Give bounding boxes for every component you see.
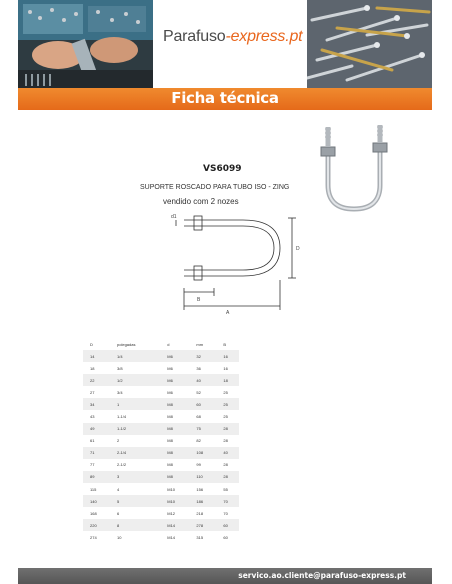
dimensions-table <box>83 338 239 544</box>
table-cell: M6 <box>160 350 189 362</box>
table-cell: 60 <box>189 398 216 410</box>
footer <box>18 568 432 584</box>
label-A: A <box>226 310 230 316</box>
table-row <box>83 362 239 374</box>
table-row <box>83 519 239 531</box>
brand-logo[interactable] <box>163 28 302 46</box>
table-cell: 5 <box>110 495 160 507</box>
header <box>18 0 432 88</box>
table-cell: 218 <box>189 507 216 519</box>
table-cell: 89 <box>83 471 110 483</box>
label-d1: d1 <box>171 214 177 220</box>
table-cell: 1-1/2 <box>110 423 160 435</box>
table-cell: 25 <box>216 410 239 422</box>
product-description: SUPORTE ROSCADO PARA TUBO ISO - ZING <box>140 184 290 191</box>
table-cell: 70 <box>216 495 239 507</box>
table-cell: 8 <box>110 519 160 531</box>
screws-photo <box>307 0 432 88</box>
table-cell: M8 <box>160 398 189 410</box>
table-cell: M8 <box>160 435 189 447</box>
col-header: d <box>160 338 189 350</box>
table-row <box>83 471 239 483</box>
table-row <box>83 435 239 447</box>
table-cell: 18 <box>83 362 110 374</box>
table-cell: 55 <box>216 483 239 495</box>
table-cell: M8 <box>160 471 189 483</box>
u-bolt-drawing <box>168 208 308 318</box>
table-row <box>83 495 239 507</box>
table-cell: M14 <box>160 519 189 531</box>
table-cell: 115 <box>83 483 110 495</box>
table-cell: 1/2 <box>110 374 160 386</box>
table-header-row <box>83 338 239 350</box>
table-row <box>83 374 239 386</box>
table-cell: 220 <box>83 519 110 531</box>
table-cell: 108 <box>189 447 216 459</box>
table-cell: 16 <box>216 350 239 362</box>
logo-accent: -express.pt <box>225 28 303 45</box>
table-cell: M8 <box>160 423 189 435</box>
table-cell: 14 <box>83 350 110 362</box>
table-cell: 60 <box>216 531 239 543</box>
table-row <box>83 386 239 398</box>
table-cell: 52 <box>189 386 216 398</box>
table-cell: 25 <box>216 386 239 398</box>
col-header: polegadas <box>110 338 160 350</box>
table-cell: 61 <box>83 435 110 447</box>
table-cell: 18 <box>216 374 239 386</box>
table-row <box>83 350 239 362</box>
col-header: D <box>83 338 110 350</box>
table-cell: 6 <box>110 507 160 519</box>
table-cell: 1-1/4 <box>110 410 160 422</box>
table-cell: 99 <box>189 459 216 471</box>
table-row <box>83 447 239 459</box>
table-row <box>83 507 239 519</box>
table-cell: 40 <box>216 447 239 459</box>
table-cell: 3 <box>110 471 160 483</box>
table-cell: 49 <box>83 423 110 435</box>
col-header: B <box>216 338 239 350</box>
title-banner <box>18 88 432 110</box>
label-B: B <box>197 297 201 303</box>
label-D: D <box>296 246 300 252</box>
table-cell: 156 <box>189 483 216 495</box>
logo-main: Parafuso <box>163 28 226 45</box>
table-cell: 168 <box>83 507 110 519</box>
table-cell: 28 <box>216 435 239 447</box>
workshop-photo <box>18 0 153 88</box>
table-cell: 77 <box>83 459 110 471</box>
table-cell: 186 <box>189 495 216 507</box>
table-cell: 82 <box>189 435 216 447</box>
table-cell: 10 <box>110 531 160 543</box>
table-cell: 68 <box>189 410 216 422</box>
table-cell: 34 <box>83 398 110 410</box>
table-cell: 25 <box>216 398 239 410</box>
table-cell: 36 <box>189 362 216 374</box>
table-cell: 315 <box>189 531 216 543</box>
table-cell: 3/8 <box>110 362 160 374</box>
table-cell: M6 <box>160 362 189 374</box>
table-cell: 2-1/2 <box>110 459 160 471</box>
table-cell: 4 <box>110 483 160 495</box>
table-cell: 27 <box>83 386 110 398</box>
table-cell: M8 <box>160 447 189 459</box>
table-cell: 140 <box>83 495 110 507</box>
support-email[interactable]: servico.ao.cliente@parafuso-express.pt <box>238 571 406 580</box>
table-row <box>83 531 239 543</box>
table-cell: 22 <box>83 374 110 386</box>
table-cell: 40 <box>189 374 216 386</box>
table-cell: 2-1/4 <box>110 447 160 459</box>
table-row <box>83 410 239 422</box>
table-cell: M6 <box>160 386 189 398</box>
table-cell: 1 <box>110 398 160 410</box>
table-cell: M10 <box>160 495 189 507</box>
table-cell: 1/4 <box>110 350 160 362</box>
table-cell: 60 <box>216 519 239 531</box>
table-cell: 32 <box>189 350 216 362</box>
table-row <box>83 423 239 435</box>
col-header: mm <box>189 338 216 350</box>
banner-title: Ficha técnica <box>171 89 279 107</box>
table-cell: 274 <box>83 531 110 543</box>
table-row <box>83 459 239 471</box>
table-cell: M12 <box>160 507 189 519</box>
table-cell: 71 <box>83 447 110 459</box>
product-code: VS6099 <box>203 164 242 174</box>
table-cell: 2 <box>110 435 160 447</box>
table-cell: 278 <box>189 519 216 531</box>
table-cell: 75 <box>189 423 216 435</box>
table-cell: 28 <box>216 423 239 435</box>
table-cell: M8 <box>160 410 189 422</box>
table-cell: 3/4 <box>110 386 160 398</box>
table-cell: M8 <box>160 459 189 471</box>
u-bolt-photo <box>306 123 402 215</box>
table-cell: M6 <box>160 374 189 386</box>
table-row <box>83 483 239 495</box>
table-cell: M14 <box>160 531 189 543</box>
table-cell: 43 <box>83 410 110 422</box>
table-cell: 110 <box>189 471 216 483</box>
sold-with-note: vendido com 2 nozes <box>163 197 239 206</box>
table-cell: 16 <box>216 362 239 374</box>
table-cell: 28 <box>216 459 239 471</box>
table-cell: 28 <box>216 471 239 483</box>
table-cell: 70 <box>216 507 239 519</box>
table-row <box>83 398 239 410</box>
table-cell: M10 <box>160 483 189 495</box>
